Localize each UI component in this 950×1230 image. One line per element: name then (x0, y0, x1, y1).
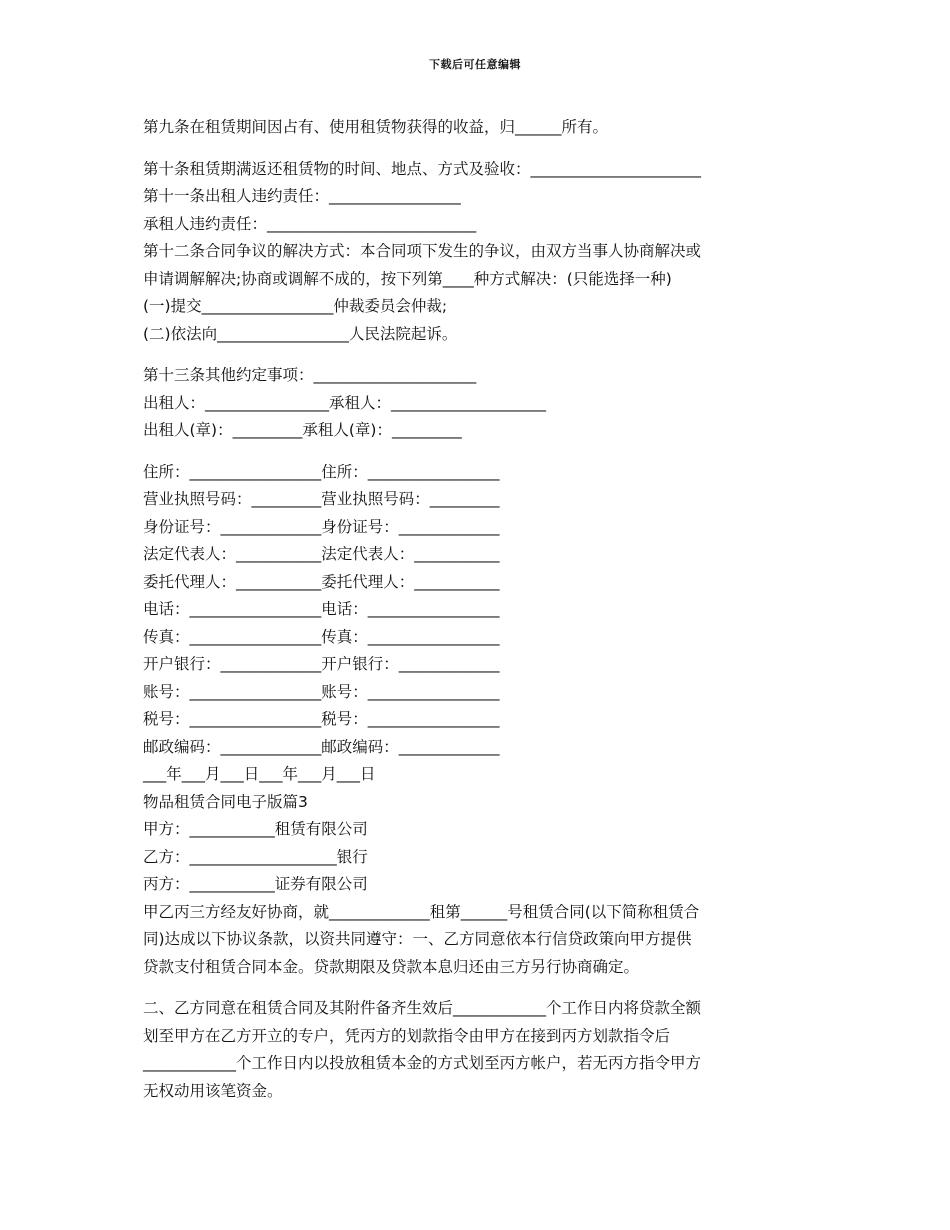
text-line: 委托代理人：___________委托代理人：___________ (143, 572, 500, 591)
text-line: 甲方：___________租赁有限公司 (143, 820, 368, 838)
text-line: ___年___月___日___年___月___日 (143, 765, 376, 783)
text-line: 第十条租赁期满返还租赁物的时间、地点、方式及验收：______________________ (143, 159, 702, 178)
text-line: 第九条在租赁期间因占有、使用租赁物获得的收益，归______所有。 (143, 118, 609, 136)
text-line: 开户银行：_____________开户银行：_____________ (143, 655, 500, 673)
text-line: 同)达成以下协议条款，以资共同遵守：一、乙方同意依本行信贷政策向甲方提供 (143, 930, 692, 948)
paragraph-gap (143, 981, 823, 995)
text-line: 无权动用该笔资金。 (143, 1081, 283, 1100)
text-line: 甲乙丙三方经友好协商，就_____________租第______号租赁合同(以下简称租赁合 (143, 902, 700, 921)
paragraph-gap (143, 445, 823, 459)
text-line: ____________个工作日内以投放租赁本金的方式划至丙方帐户，若无丙方指令甲方 (143, 1054, 702, 1072)
document-body (143, 114, 823, 1105)
text-line: 物品租赁合同电子版篇3 (143, 792, 308, 811)
text-line: 出租人：________________承租人：____________________ (143, 393, 547, 412)
text-line: 出租人(章)：_________承租人(章)：_________ (143, 421, 462, 439)
text-line: 税号：_________________税号：_________________ (143, 710, 500, 728)
text-line: 第十二条合同争议的解决方式：本合同项下发生的争议，由双方当事人协商解决或 (143, 242, 702, 260)
text-line: 账号：_________________账号：_________________ (143, 682, 500, 701)
text-line: 传真：_________________传真：_________________ (143, 627, 500, 646)
text-line: (一)提交_________________仲裁委员会仲裁; (143, 297, 448, 315)
text-line: 二、乙方同意在租赁合同及其附件备齐生效后____________个工作日内将贷款全额 (143, 999, 702, 1017)
text-line: 承租人违约责任：___________________________ (143, 214, 477, 233)
text-line: 法定代表人：___________法定代表人：___________ (143, 545, 500, 563)
text-line: 划至甲方在乙方开立的专户，凭丙方的划款指令由甲方在接到丙方划款指令后 (143, 1026, 671, 1045)
text-line: 乙方：___________________银行 (143, 847, 368, 866)
text-line: 住所：_________________住所：_________________ (143, 462, 500, 481)
text-line: 贷款支付租赁合同本金。贷款期限及贷款本息归还由三方另行协商确定。 (143, 957, 640, 976)
text-line: (二)依法向_________________人民法院起诉。 (143, 324, 458, 343)
paragraph-gap (143, 142, 823, 156)
paragraph-gap (143, 348, 823, 362)
text-line: 第十三条其他约定事项：_____________________ (143, 366, 477, 384)
text-line: 身份证号：_____________身份证号：_____________ (143, 517, 500, 536)
text-line: 第十一条出租人违约责任：_________________ (143, 187, 461, 205)
text-line: 电话：_________________电话：_________________ (143, 600, 500, 618)
text-line: 邮政编码：_____________邮政编码：_____________ (143, 737, 500, 756)
text-line: 申请调解解决;协商或调解不成的，按下列第____种方式解决：(只能选择一种) (143, 269, 672, 288)
page-header: 下载后可任意编辑 (429, 58, 521, 71)
text-line: 丙方：___________证券有限公司 (143, 875, 368, 893)
text-line: 营业执照号码：_________营业执照号码：_________ (143, 490, 500, 508)
